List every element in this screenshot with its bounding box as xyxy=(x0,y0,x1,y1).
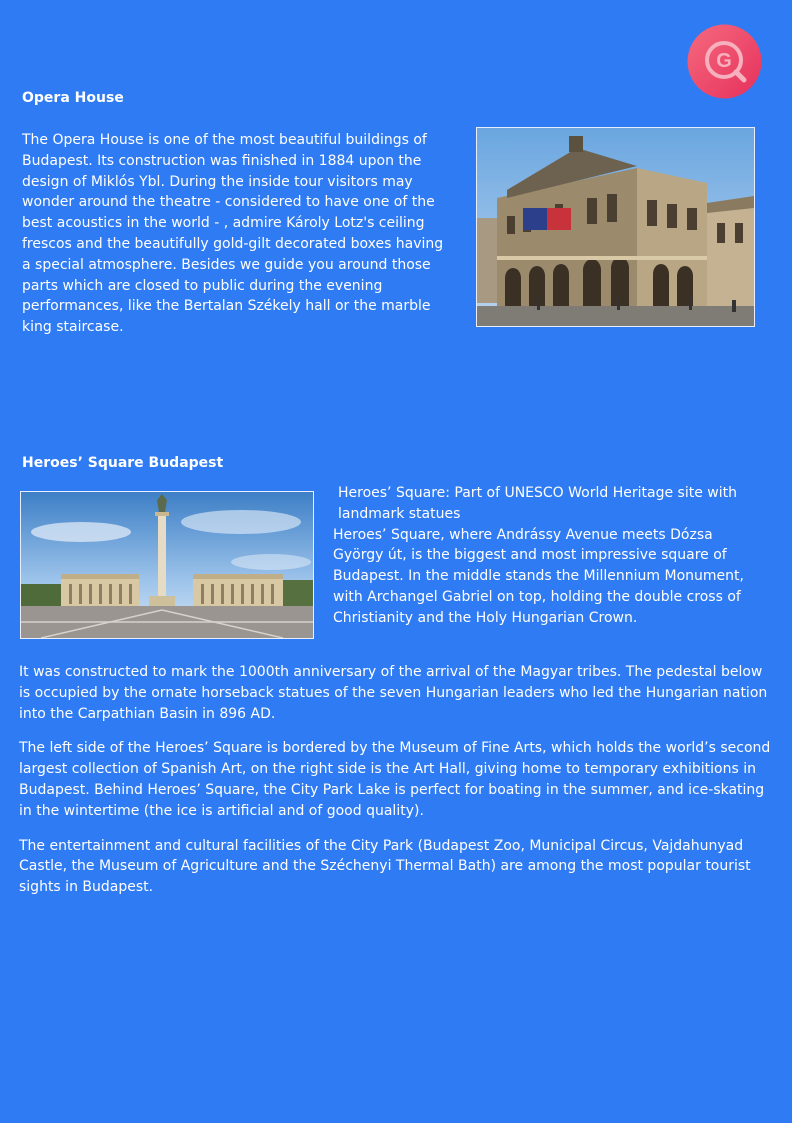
magnifier-g-icon xyxy=(686,23,763,100)
opera-house-photo xyxy=(476,127,755,327)
heroes-square-subtitle: Heroes’ Square: Part of UNESCO World Heritage site with landmark statues xyxy=(338,485,737,522)
opera-house-description: The Opera House is one of the most beautiful buildings of Budapest. Its construction was finished in 1884 upon the design of Miklós Ybl. During the inside tour visitors may wonder around the theatre - considered to have one of the best acoustics in the world - , admire Károly Lotz's ceiling frescos and the beautifully gold-gilt decorated boxes having a special atmosphere. Besides we guide you around those parts which are closed to public during the evening performances, like the Bertalan Székely hall or the marble king staircase. xyxy=(22,132,444,336)
heroes-square-photo xyxy=(20,491,314,639)
heroes-square-intro xyxy=(333,483,763,629)
paragraph: The left side of the Heroes’ Square is bordered by the Museum of Fine Arts, which holds the world’s second largest collection of Spanish Art, on the right side is the Art Hall, giving home to temporary exhibitions in Budapest. Behind Heroes’ Square, the City Park Lake is perfect for boating in the summer, and ice-skating in the wintertime (the ice is artificial and of good quality). xyxy=(19,740,771,819)
paragraph: It was constructed to mark the 1000th anniversary of the arrival of the Magyar tribes. The pedestal below is occupied by the ornate horseback statues of the seven Hungarian leaders who led the Hungarian nation into the Carpathian Basin in 896 AD. xyxy=(19,664,768,722)
svg-text:G: G xyxy=(716,50,732,72)
brand-logo xyxy=(686,23,763,100)
opera-house-title: Opera House xyxy=(22,90,124,106)
paragraph: The entertainment and cultural facilities of the City Park (Budapest Zoo, Municipal Circus, Vajdahunyad Castle, the Museum of Agriculture and the Széchenyi Thermal Bath) are among the most popular tourist sights in Budapest. xyxy=(19,837,751,896)
heroes-square-body xyxy=(19,662,775,912)
heroes-square-intro-text: Heroes’ Square, where Andrássy Avenue meets Dózsa György út, is the biggest and most impressive square of Budapest. In the middle stands the Millennium Monument, with Archangel Gabriel on top, holding the double cross of Christianity and the Holy Hungarian Crown. xyxy=(333,526,744,626)
heroes-square-title: Heroes’ Square Budapest xyxy=(22,455,224,471)
